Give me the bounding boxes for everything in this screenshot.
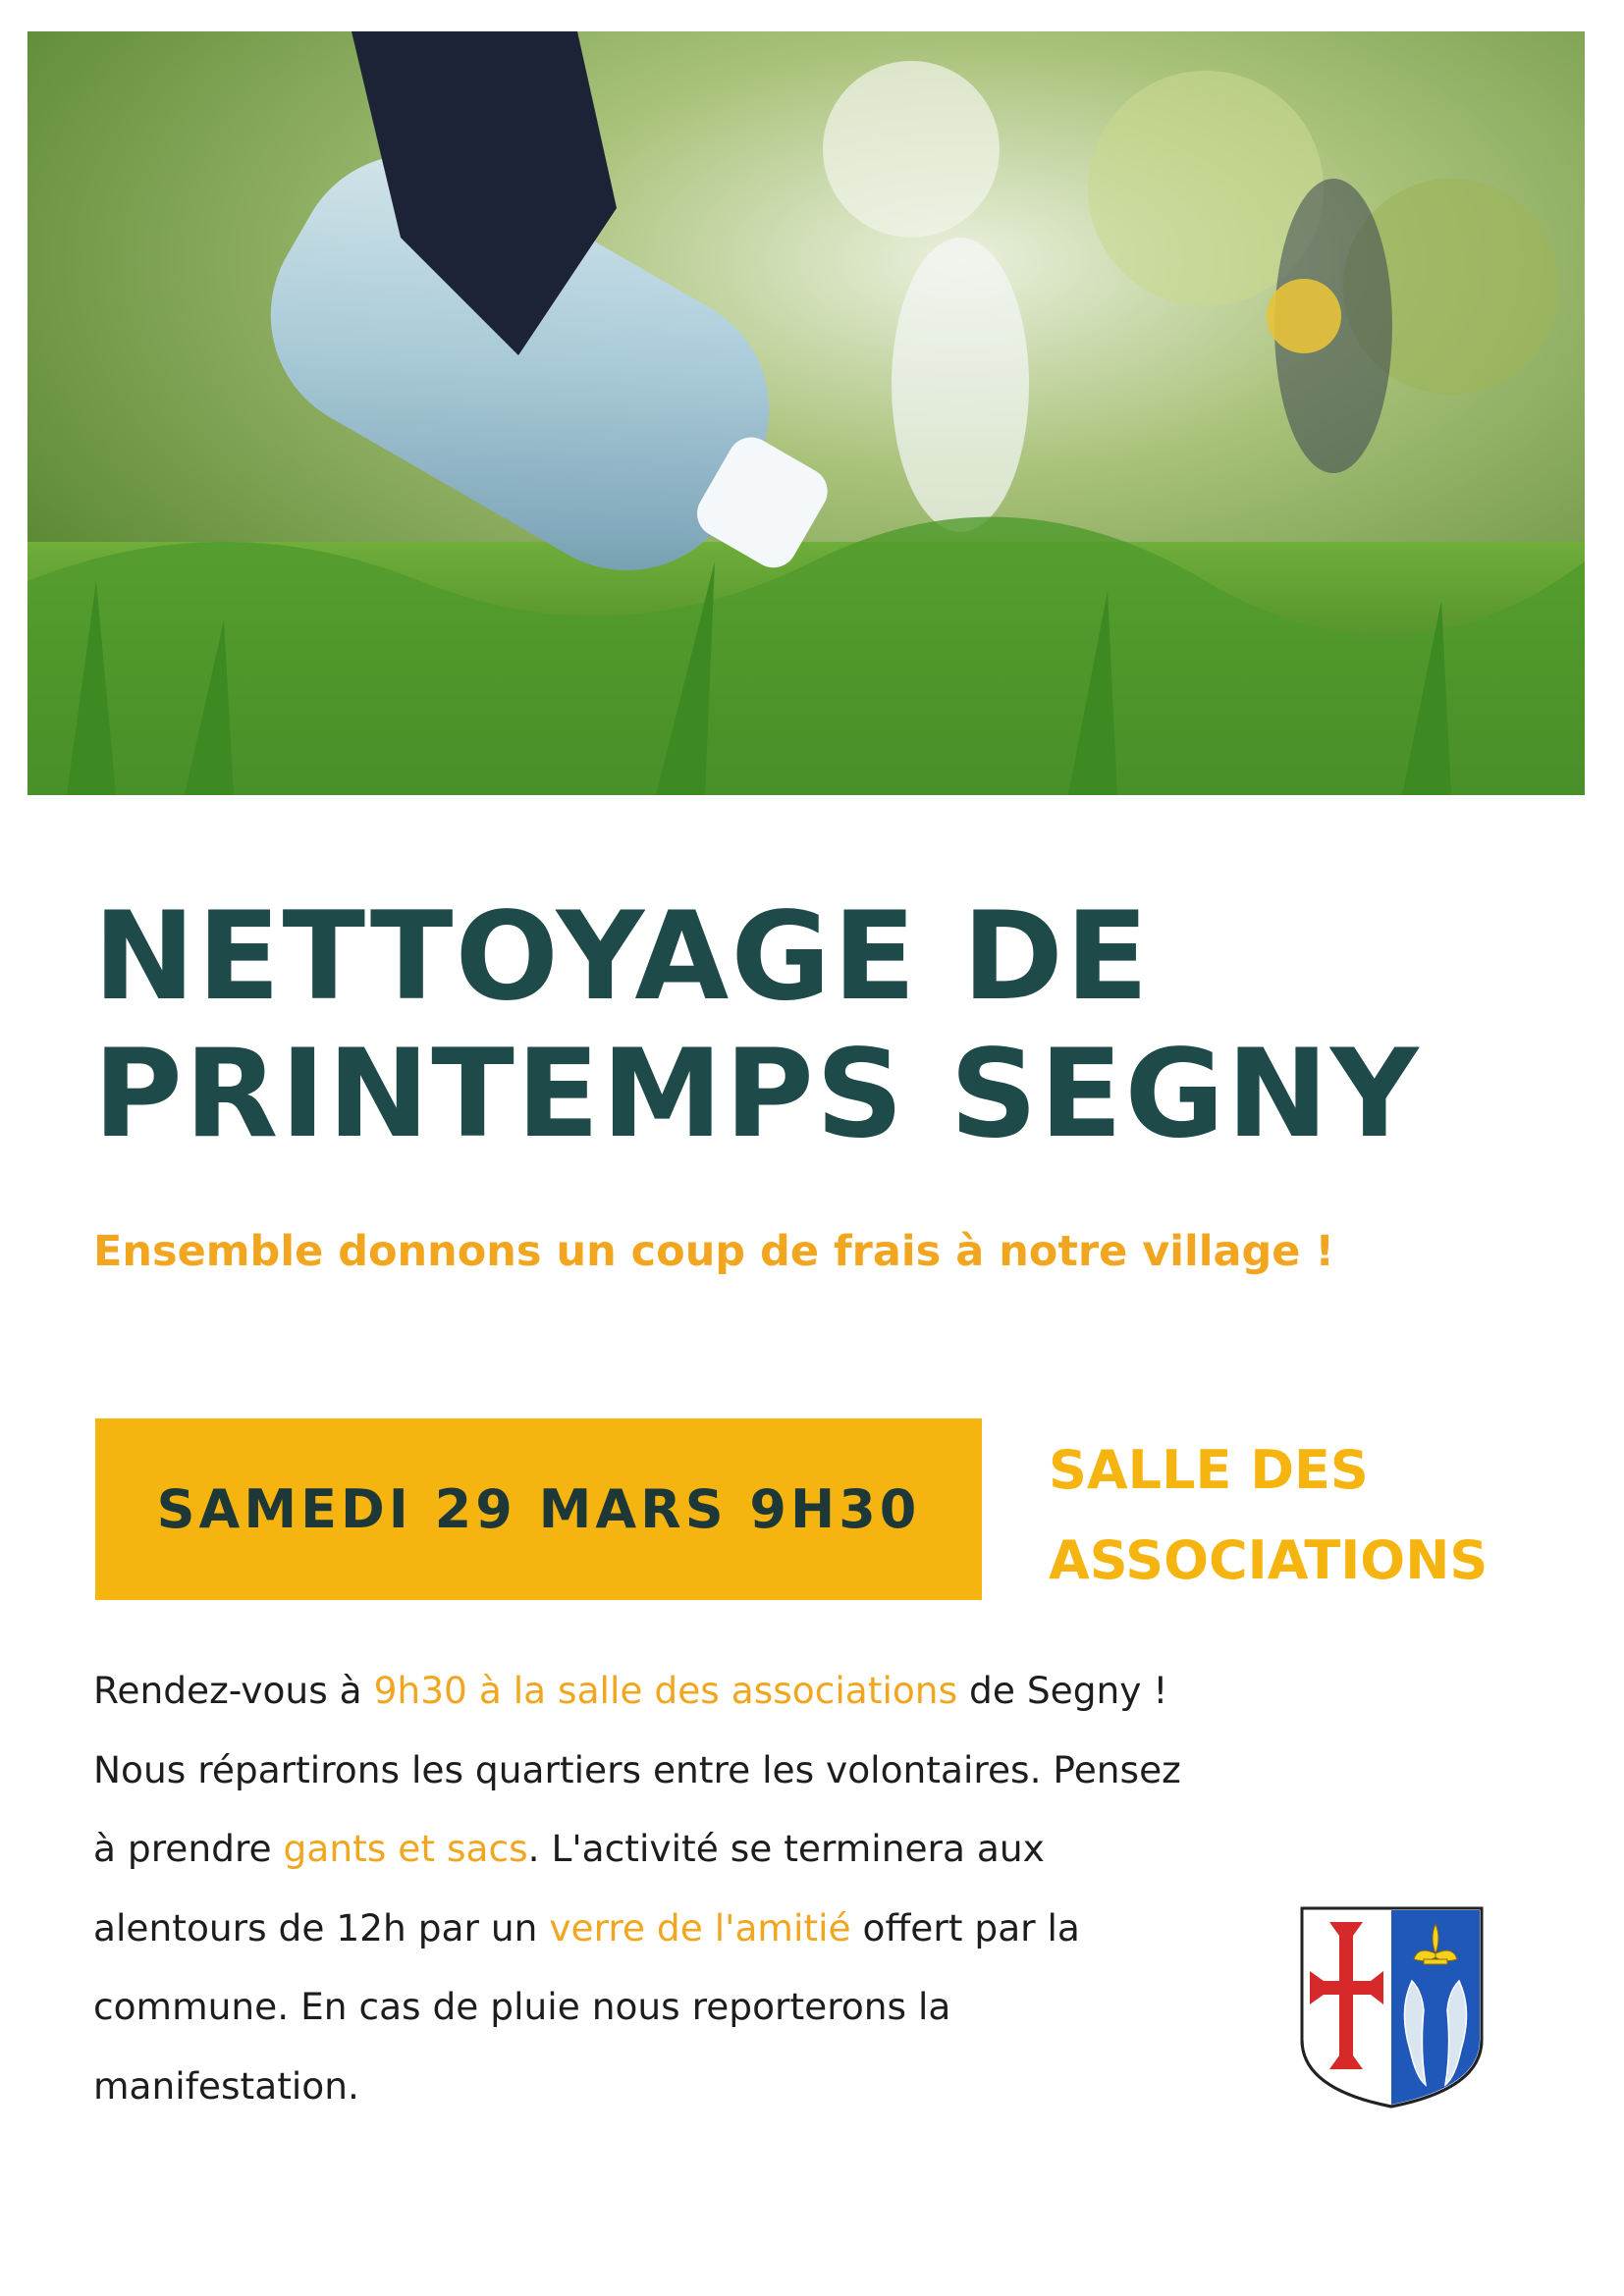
description-highlight: gants et sacs: [283, 1827, 528, 1870]
page-title: [93, 888, 1566, 1163]
title-line-1: NETTOYAGE DE: [93, 886, 1151, 1028]
segny-coat-of-arms-icon: [1296, 1902, 1488, 2111]
venue-line-1: SALLE DES: [1049, 1439, 1369, 1501]
venue-label: [1049, 1425, 1598, 1606]
date-banner: [95, 1418, 982, 1600]
description-highlight: 9h30 à la salle des associations: [373, 1669, 958, 1712]
hero-photo: [27, 31, 1585, 795]
description-text: offert par la commune. En cas de pluie nous reporterons la manifestation.: [93, 1905, 1080, 2108]
title-line-2: PRINTEMPS SEGNY: [93, 1024, 1421, 1165]
description-text: de Segny ! Nous répartirons les quartiers entre les volontaires. Pensez à prendre: [93, 1669, 1181, 1870]
litter-pickup-photo: [27, 31, 1585, 795]
description-highlight: verre de l'amitié: [549, 1905, 851, 1949]
description-text: . L'activité se terminera aux alentours de 12h par un: [93, 1827, 1045, 1949]
date-label: SAMEDI 29 MARS 9H30: [156, 1478, 921, 1540]
event-description: [93, 1651, 1213, 2125]
subtitle: Ensemble donnons un coup de frais à notre village !: [93, 1227, 1335, 1276]
venue-line-2: ASSOCIATIONS: [1049, 1529, 1489, 1591]
description-text: Rendez-vous à: [93, 1669, 374, 1712]
